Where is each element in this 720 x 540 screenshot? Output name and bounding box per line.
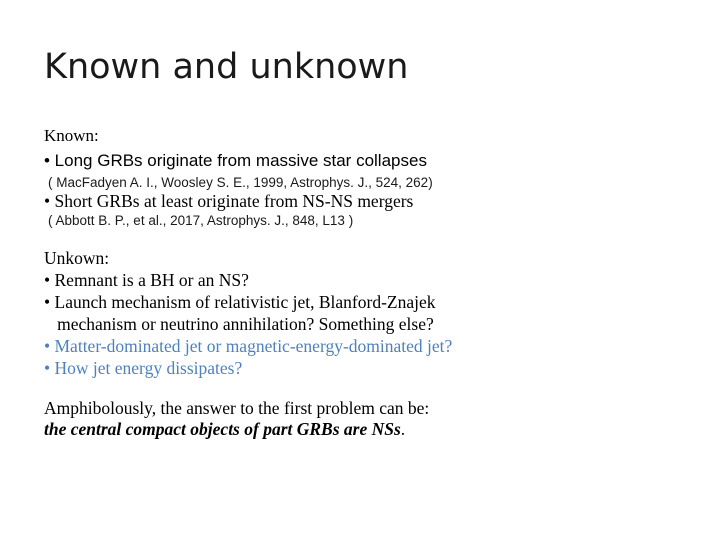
known-item-long-grbs: • Long GRBs originate from massive star collapses: [44, 151, 427, 170]
reference-macfadyen: ( MacFadyen A. I., Woosley S. E., 1999, Astrophys. J., 524, 262): [48, 175, 433, 190]
conclusion-answer: [44, 419, 405, 440]
known-item-short-grbs: • Short GRBs at least originate from NS-NS mergers: [44, 191, 414, 211]
unknown-heading: Unkown:: [44, 248, 110, 268]
unknown-item-energy-dissipation: • How jet energy dissipates?: [44, 358, 243, 378]
unknown-item-remnant: • Remnant is a BH or an NS?: [44, 270, 249, 290]
unknown-item-jet-composition: • Matter-dominated jet or magnetic-energy-dominated jet?: [44, 336, 453, 356]
conclusion-line: Amphibolously, the answer to the first problem can be:: [44, 398, 430, 418]
known-heading: Known:: [44, 126, 99, 145]
conclusion-answer-emphasis: the central compact objects of part GRBs are NSs: [44, 419, 401, 439]
page-title: Known and unknown: [44, 47, 409, 87]
unknown-item-launch-mechanism: • Launch mechanism of relativistic jet, Blanford-Znajek: [44, 292, 436, 312]
reference-abbott: ( Abbott B. P., et al., 2017, Astrophys. J., 848, L13 ): [48, 213, 354, 228]
conclusion-answer-period: .: [400, 419, 406, 439]
unknown-item-launch-mechanism-cont: mechanism or neutrino annihilation? Something else?: [44, 314, 434, 334]
